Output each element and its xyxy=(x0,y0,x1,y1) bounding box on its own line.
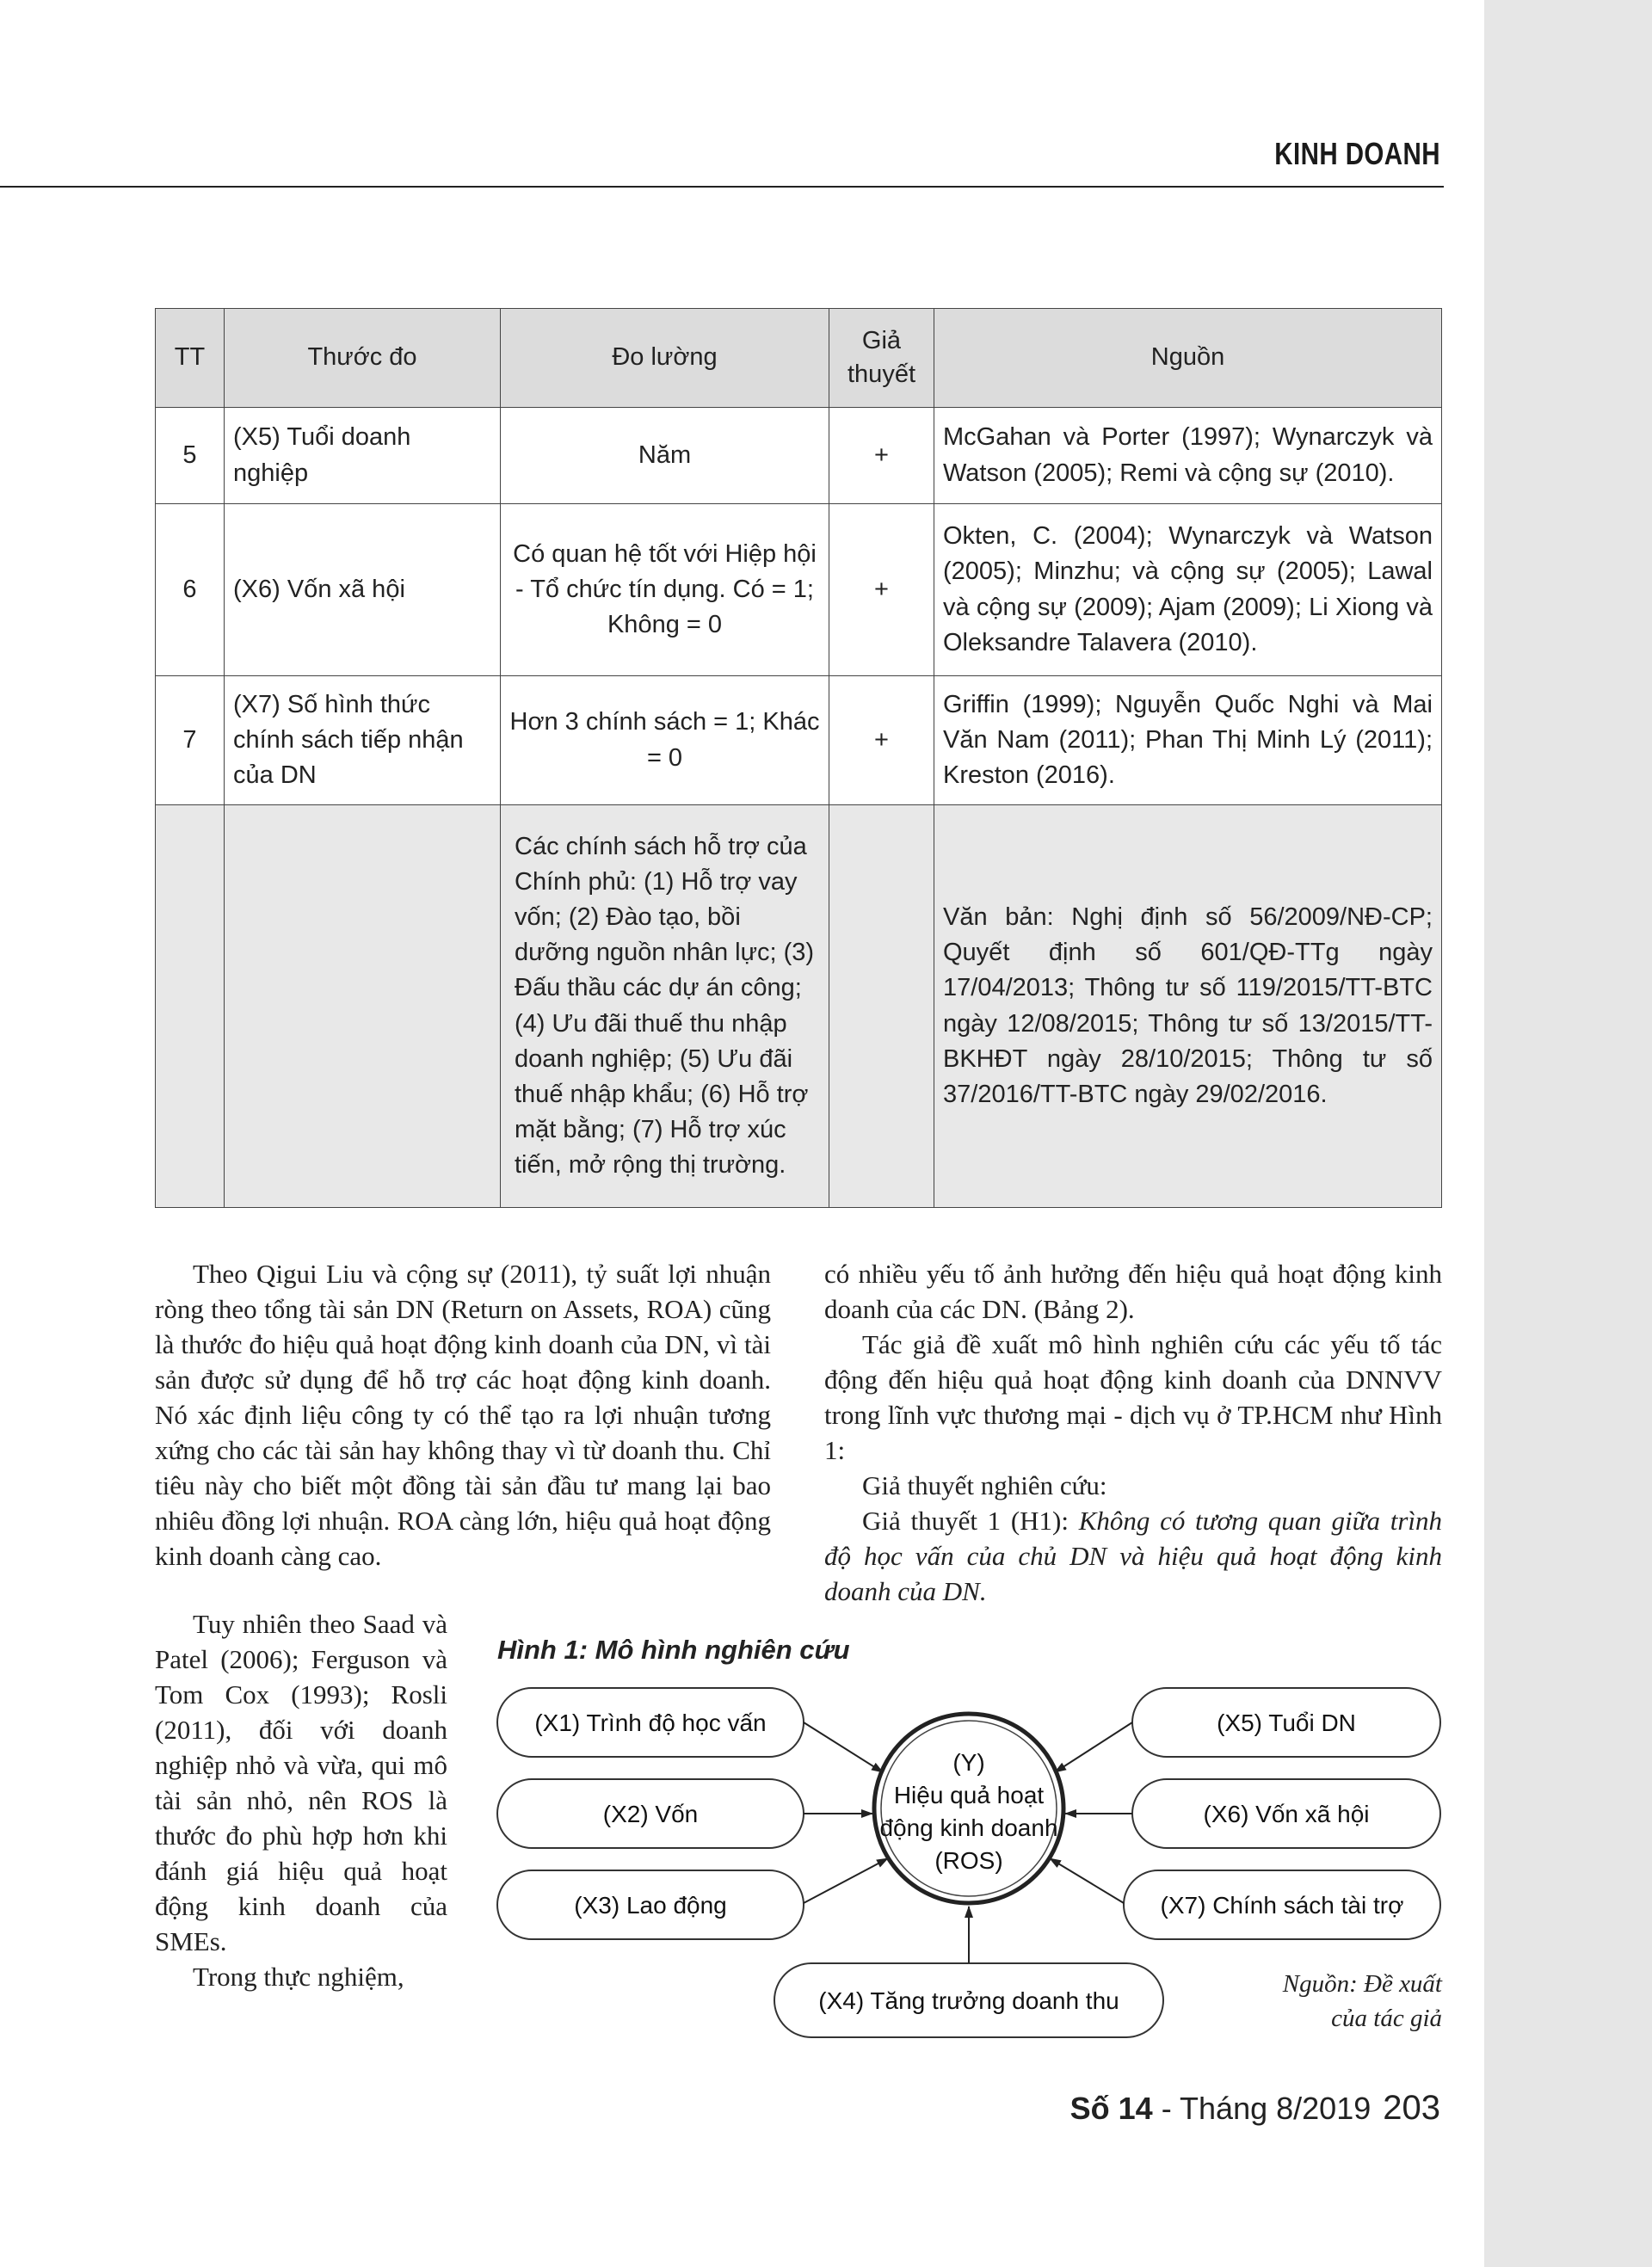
row-tt: 5 xyxy=(156,408,225,504)
header-hypothesis xyxy=(829,309,934,408)
row-tt: 7 xyxy=(156,676,225,805)
figure-title: Hình 1: Mô hình nghiên cứu xyxy=(497,1635,850,1665)
figure-source-l2: của tác giả xyxy=(1331,2005,1442,2032)
node-x7 xyxy=(1124,1870,1440,1939)
arrow-x7 xyxy=(1050,1858,1124,1903)
figure-source-l1: Nguồn: Đề xuất xyxy=(1282,1970,1442,1998)
paragraph-practice: Trong thực nghiệm, xyxy=(193,1962,404,1992)
node-x1 xyxy=(497,1688,804,1757)
figure-source xyxy=(1222,1967,1442,2036)
row-hypothesis xyxy=(829,805,934,1208)
row-hypothesis: + xyxy=(829,408,934,504)
node-x5-label: (X5) Tuổi DN xyxy=(1217,1709,1356,1736)
arrow-x5 xyxy=(1055,1722,1132,1772)
node-y-center xyxy=(874,1714,1063,1903)
page-number: 203 xyxy=(1383,2089,1440,2127)
center-line2: Hiệu quả hoạt xyxy=(893,1782,1045,1808)
page-footer xyxy=(1070,2089,1440,2128)
row-measure: (X5) Tuổi doanh nghiệp xyxy=(225,408,501,504)
footer-issue: Số 14 xyxy=(1069,2091,1153,2126)
center-line4: (ROS) xyxy=(934,1847,1003,1874)
node-x2 xyxy=(497,1779,804,1848)
right-column-text xyxy=(824,1256,1442,1609)
row-hypothesis: + xyxy=(829,504,934,676)
header-source: Nguồn xyxy=(934,309,1442,408)
node-x3 xyxy=(497,1870,804,1939)
row-source: Văn bản: Nghị định số 56/2009/NĐ-CP; Quyết định số 601/QĐ-TTg ngày 17/04/2013; Thông tư số 119/2015/TT-BTC ngày 12/08/2015; Thông tư số 13/2015/TT-BKHĐT ngày 28/10/2015; Thông tư số 37/2016/TT-BTC ngày 29/02/2016. xyxy=(934,805,1442,1208)
table-row xyxy=(156,676,1442,805)
row-tt: 6 xyxy=(156,504,225,676)
node-x6-label: (X6) Vốn xã hội xyxy=(1203,1801,1370,1827)
node-x4-label: (X4) Tăng trưởng doanh thu xyxy=(818,1987,1119,2014)
h1-lead: Giả thuyết 1 (H1): xyxy=(862,1506,1079,1536)
row-measurement: Các chính sách hỗ trợ của Chính phủ: (1) Hỗ trợ vay vốn; (2) Đào tạo, bồi dưỡng nguồn nhân lực; (3) Đấu thầu các dự án công; (4) Ưu đãi thuế thu nhập doanh nghiệp; (5) Ưu đãi thuế nhập khẩu; (6) Hỗ trợ mặt bằng; (7) Hỗ trợ xúc tiến, mở rộng thị trường. xyxy=(501,805,829,1208)
paragraph-hypotheses-heading: Giả thuyết nghiên cứu: xyxy=(862,1470,1107,1500)
row-measure xyxy=(225,805,501,1208)
arrow-x1 xyxy=(804,1722,883,1772)
row-measure: (X6) Vốn xã hội xyxy=(225,504,501,676)
row-source: Okten, C. (2004); Wynarczyk và Watson (2005); Minzhu; và cộng sự (2005); Lawal và cộng sự (2009); Ajam (2009); Li Xiong và Oleksandre Talavera (2010). xyxy=(934,504,1442,676)
node-x6 xyxy=(1132,1779,1440,1848)
row-measurement: Năm xyxy=(501,408,829,504)
center-line3: động kinh doanh xyxy=(879,1814,1058,1841)
row-measurement: Có quan hệ tốt với Hiệp hội - Tổ chức tín dụng. Có = 1; Không = 0 xyxy=(501,504,829,676)
node-x4 xyxy=(774,1963,1163,2037)
node-x5 xyxy=(1132,1688,1440,1757)
table-row xyxy=(156,504,1442,676)
row-measurement: Hơn 3 chính sách = 1; Khác = 0 xyxy=(501,676,829,805)
factors-table xyxy=(155,308,1442,1208)
table-header-row xyxy=(156,309,1442,408)
node-x3-label: (X3) Lao động xyxy=(574,1892,727,1919)
paragraph-roa: Theo Qigui Liu và cộng sự (2011), tỷ suất lợi nhuận ròng theo tổng tài sản DN (Return on Assets, ROA) cũng là thước đo hiệu quả hoạt động kinh doanh của DN, vì tài sản được sử dụng để hỗ trợ các hoạt động kinh doanh. Nó xác định liệu công ty có thể tạo ra lợi nhuận tương xứng cho các tài sản hay không thay vì từ doanh thu. Chỉ tiêu này cho biết một đồng tài sản đầu tư mang lại bao nhiêu đồng lợi nhuận. ROA càng lớn, hiệu quả hoạt động kinh doanh càng cao. xyxy=(155,1259,771,1571)
page-edge-strip xyxy=(1484,0,1652,2267)
paragraph-factors: có nhiều yếu tố ảnh hưởng đến hiệu quả hoạt động kinh doanh của các DN. (Bảng 2). xyxy=(824,1259,1442,1324)
node-x2-label: (X2) Vốn xyxy=(602,1801,699,1827)
row-hypothesis: + xyxy=(829,676,934,805)
h1-statement: Không có tương quan giữa trình độ học vấn của chủ DN và hiệu quả hoạt động kinh doanh của DN. xyxy=(824,1506,1443,1606)
section-label: KINH DOANH xyxy=(1274,136,1440,171)
arrow-x3 xyxy=(804,1858,888,1903)
header-measurement: Đo lường xyxy=(501,309,829,408)
left-column-text xyxy=(155,1256,771,1574)
header-measure: Thước đo xyxy=(225,309,501,408)
footer-separator: - xyxy=(1152,2091,1180,2126)
center-line1: (Y) xyxy=(952,1749,985,1776)
node-x7-label: (X7) Chính sách tài trợ xyxy=(1160,1892,1404,1919)
table-row xyxy=(156,805,1442,1208)
paragraph-ros: Tuy nhiên theo Saad và Patel (2006); Ferguson và Tom Cox (1993); Rosli (2011), đối với doanh nghiệp nhỏ và vừa, qui mô tài sản nhỏ, nên ROS là thước đo phù hợp hơn khi đánh giá hiệu quả hoạt động kinh doanh của SMEs. xyxy=(155,1609,447,1956)
footer-month: Tháng 8/2019 xyxy=(1180,2091,1372,2126)
table-row xyxy=(156,408,1442,504)
paragraph-model: Tác giả đề xuất mô hình nghiên cứu các yếu tố tác động đến hiệu quả hoạt động kinh doanh của DNNVV trong lĩnh vực thương mại - dịch vụ ở TP.HCM như Hình 1: xyxy=(824,1329,1442,1465)
row-source: McGahan và Porter (1997); Wynarczyk và Watson (2005); Remi và cộng sự (2010). xyxy=(934,408,1442,504)
left-narrow-column-text xyxy=(155,1606,447,1994)
node-x1-label: (X1) Trình độ học vấn xyxy=(534,1709,767,1736)
header-hypothesis-l1: Giả xyxy=(861,326,902,354)
header-tt: TT xyxy=(156,309,225,408)
paragraph-h1 xyxy=(824,1503,1442,1609)
header-rule xyxy=(0,186,1444,188)
row-source: Griffin (1999); Nguyễn Quốc Nghi và Mai Văn Nam (2011); Phan Thị Minh Lý (2011); Kreston (2016). xyxy=(934,676,1442,805)
row-tt xyxy=(156,805,225,1208)
header-hypothesis-l2: thuyết xyxy=(848,360,915,388)
row-measure: (X7) Số hình thức chính sách tiếp nhận của DN xyxy=(225,676,501,805)
